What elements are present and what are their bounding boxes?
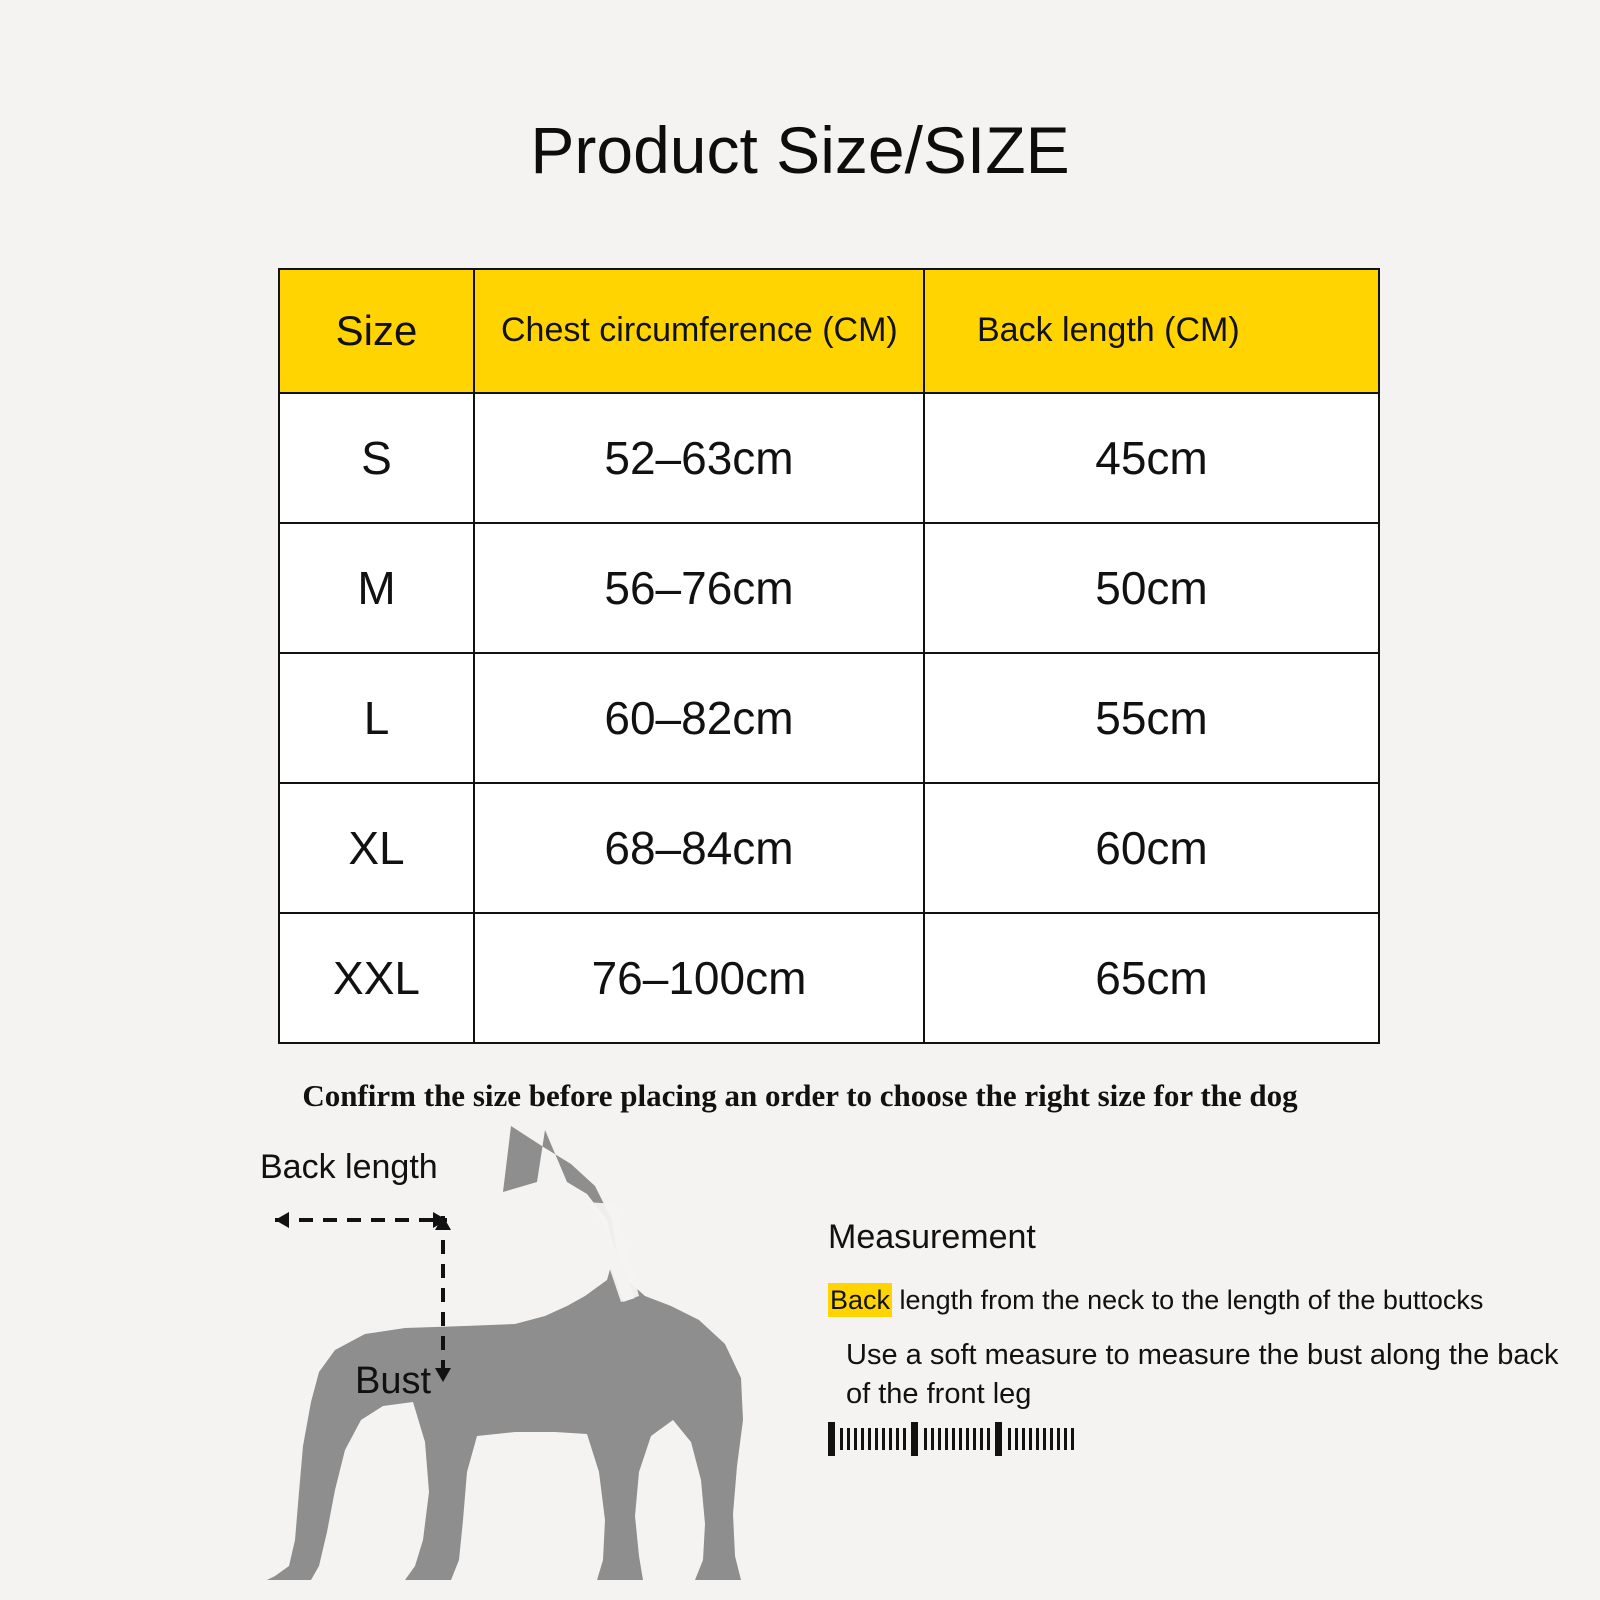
- cell-back-length: 50cm: [924, 523, 1379, 653]
- measurement-line-bust: Use a soft measure to measure the bust along the back of the front leg: [846, 1339, 1559, 1411]
- table-body: [279, 393, 1379, 1043]
- diagram-label-back-length: Back length: [260, 1148, 438, 1186]
- column-header-chest: Chest circumference (CM): [474, 269, 924, 393]
- cell-size: XL: [279, 783, 474, 913]
- column-header-size: Size: [279, 269, 474, 393]
- dog-measurement-diagram: [215, 1120, 835, 1580]
- diagram-label-bust: Bust: [355, 1360, 432, 1402]
- table-row: [279, 653, 1379, 783]
- dog-silhouette-icon: [215, 1120, 835, 1580]
- measurement-line-back-length: [828, 1283, 1568, 1318]
- measurement-line1-rest: length from the neck to the length of the buttocks: [892, 1285, 1484, 1315]
- table-row: [279, 393, 1379, 523]
- cell-chest: 60–82cm: [474, 653, 924, 783]
- measurement-highlight-back: Back: [830, 1285, 891, 1315]
- cell-back-length: 55cm: [924, 653, 1379, 783]
- table-row: [279, 783, 1379, 913]
- cell-size: L: [279, 653, 474, 783]
- cell-size: S: [279, 393, 474, 523]
- cell-chest: 76–100cm: [474, 913, 924, 1043]
- measurement-title: Measurement: [828, 1218, 1036, 1256]
- cell-chest: 52–63cm: [474, 393, 924, 523]
- table-header: [279, 269, 1379, 393]
- table-header-row: [279, 269, 1379, 393]
- table-row: [279, 913, 1379, 1043]
- cell-chest: 56–76cm: [474, 523, 924, 653]
- page-title: Product Size/SIZE: [530, 113, 1070, 187]
- cell-size: XXL: [279, 913, 474, 1043]
- cell-chest: 68–84cm: [474, 783, 924, 913]
- cell-back-length: 60cm: [924, 783, 1379, 913]
- cell-back-length: 45cm: [924, 393, 1379, 523]
- cell-back-length: 65cm: [924, 913, 1379, 1043]
- ruler-icon: [828, 1420, 1098, 1462]
- measurement-block: [828, 1218, 1568, 1414]
- confirm-size-note: Confirm the size before placing an order to choose the right size for the dog: [302, 1078, 1298, 1113]
- column-header-back-length: Back length (CM): [924, 269, 1379, 393]
- size-table: [278, 268, 1380, 1044]
- cell-size: M: [279, 523, 474, 653]
- table-row: [279, 523, 1379, 653]
